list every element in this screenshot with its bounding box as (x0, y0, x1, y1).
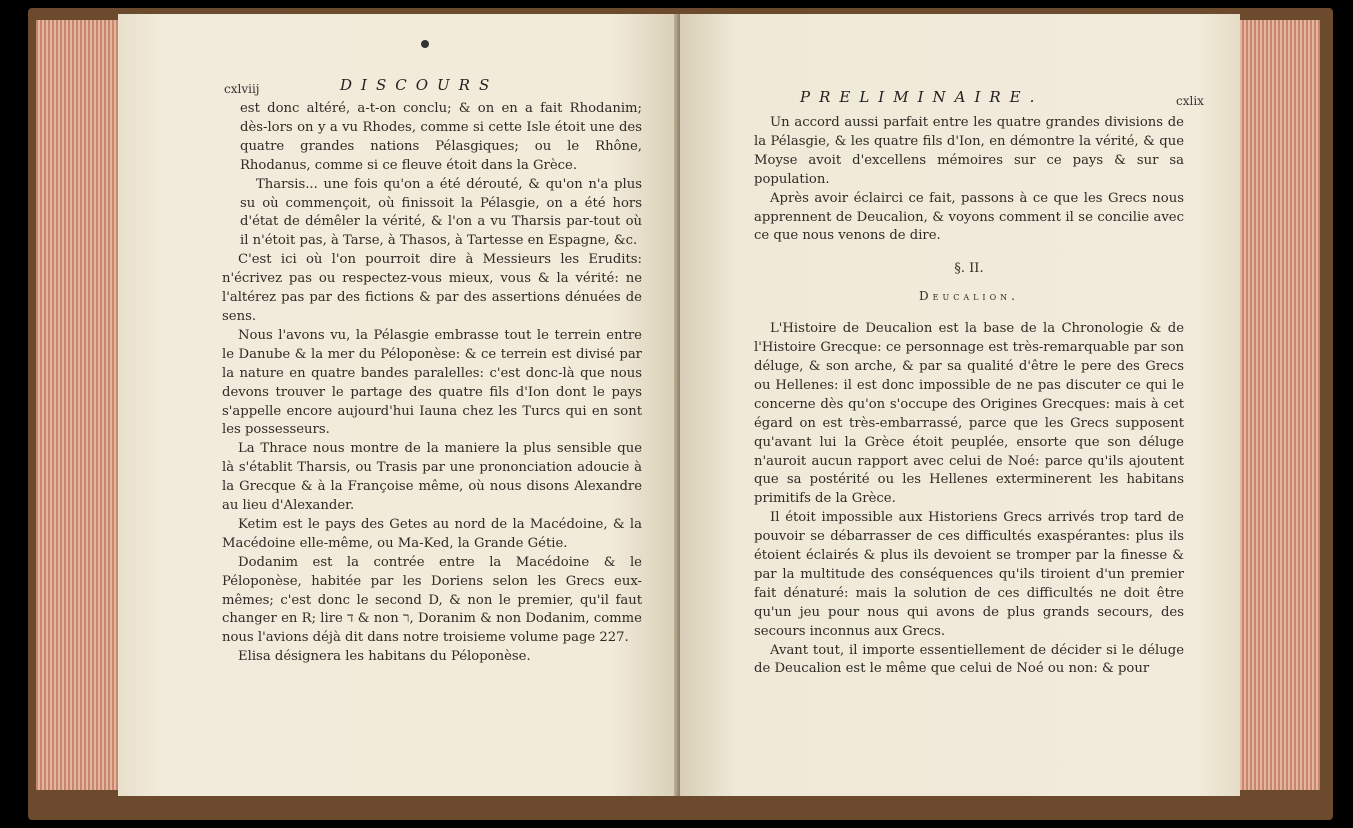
paragraph: Avant tout, il importe essentiellement de décider si le déluge de Deucalion est le même que celui de Noé ou non: & pour (754, 642, 1184, 677)
right-running-head: PRELIMINAIRE. (800, 88, 1044, 106)
left-running-head: DISCOURS (340, 76, 499, 94)
left-page-text (222, 100, 642, 667)
paragraph: C'est ici où l'on pourroit dire à Messieurs les Erudits: n'écrivez pas ou respectez-vous mieux, vous & la vérité: ne l'altérez pas par des fictions & par des assertions dénuées de sens. (222, 252, 642, 324)
paragraph: est donc altéré, a-t-on conclu; & on en a fait Rhodanim; dès-lors on y a vu Rhodes, comme si cette Isle étoit une des quatre grandes nations Pélasgiques; ou le Rhône, Rhodanus, comme si ce fleuve étoit dans la Grèce. (240, 101, 642, 173)
section-number: §. II. (954, 261, 984, 277)
paragraph: Il étoit impossible aux Historiens Grecs arrivés trop tard de pouvoir se débarrasser de ces difficultés exaspérantes: plus ils étoient éclairés & plus ils devoient se tromper par la finesse & par la multitude des conséquences qu'ils tiroient d'un premier fait dénaturé: mais la solution de ces difficultés ne doit être qu'un jeu pour nous qui avons de plus grands secours, des secours inconnus aux Grecs. (754, 510, 1184, 639)
paragraph: Nous l'avons vu, la Pélasgie embrasse tout le terrein entre le Danube & la mer du Péloponèse: & ce terrein est divisé par la nature en quatre bandes paralelles: c'est donc-là que nous devons trouver le partage des quatre fils d'Ion dont le pays s'appelle encore aujourd'hui Iauna chez les Turcs qui en sont les possesseurs. (222, 327, 642, 438)
left-page-number: cxlviij (224, 82, 260, 96)
paragraph: Tharsis... une fois qu'on a été dérouté, & qu'on n'a plus su où commençoit, où finissoit la Pélasgie, on a été hors d'état de démêler la vérité, & l'on a vu Tharsis par-tout où il n'étoit pas, à Tarse, à Thasos, à Tartesse en Espagne, &c. (240, 176, 642, 249)
left-page (118, 14, 678, 796)
paragraph: Elisa désignera les habitans du Péloponèse. (238, 649, 531, 665)
right-page-number: cxlix (1176, 94, 1204, 108)
right-page (680, 14, 1240, 796)
paragraph: L'Histoire de Deucalion est la base de la Chronologie & de l'Histoire Grecque: ce personnage est très-remarquable par son déluge, & son arche, & par sa qualité d'être le pere des Grecs ou Hellenes: il est donc impossible de ne pas discuter ce qui le concerne dès qu'on s'occupe des Origines Grecques: mais à cet égard on est très-embarrassé, parce que les Grecs supposent qu'avant lui la Grèce étoit peuplée, ensorte que son déluge n'auroit aucun rapport avec celui de Noé: parce qu'ils ajoutent que sa postérité ou les Hellenes exterminerent les habitans primitifs de la Grèce. (754, 321, 1184, 507)
paragraph: La Thrace nous montre de la maniere la plus sensible que là s'établit Tharsis, ou Trasis par une prononciation adoucie à la Grecque & à la Françoise même, où nous disons Alexandre au lieu d'Alexander. (222, 441, 642, 514)
paragraph: Après avoir éclairci ce fait, passons à ce que les Grecs nous apprennent de Deucalion, & voyons comment il se concilie avec ce que nous venons de dire. (754, 190, 1184, 244)
paragraph: Dodanim est la contrée entre la Macédoine & le Péloponèse, habitée par les Doriens selon les Grecs eux-mêmes; c'est donc le second D, & non le premier, qu'il faut changer en R; lire ד & non ר, Doranim & non Dodanim, comme nous l'avions déjà dit dans notre troisieme volume page 227. (222, 554, 642, 646)
right-page-edges (1228, 20, 1320, 790)
section-title: Deucalion. (919, 289, 1019, 304)
ink-spot (421, 40, 429, 48)
paragraph: Ketim est le pays des Getes au nord de la Macédoine, & la Macédoine elle-même, ou Ma-Ked, la Grande Gétie. (222, 516, 642, 551)
left-page-edges (36, 20, 128, 790)
paragraph: Un accord aussi parfait entre les quatre grandes divisions de la Pélasgie, & les quatre fils d'Ion, en démontre la vérité, & que Moyse avoit d'excellens mémoires sur ce pays & sur sa population. (754, 115, 1184, 187)
right-page-text (754, 114, 1184, 679)
